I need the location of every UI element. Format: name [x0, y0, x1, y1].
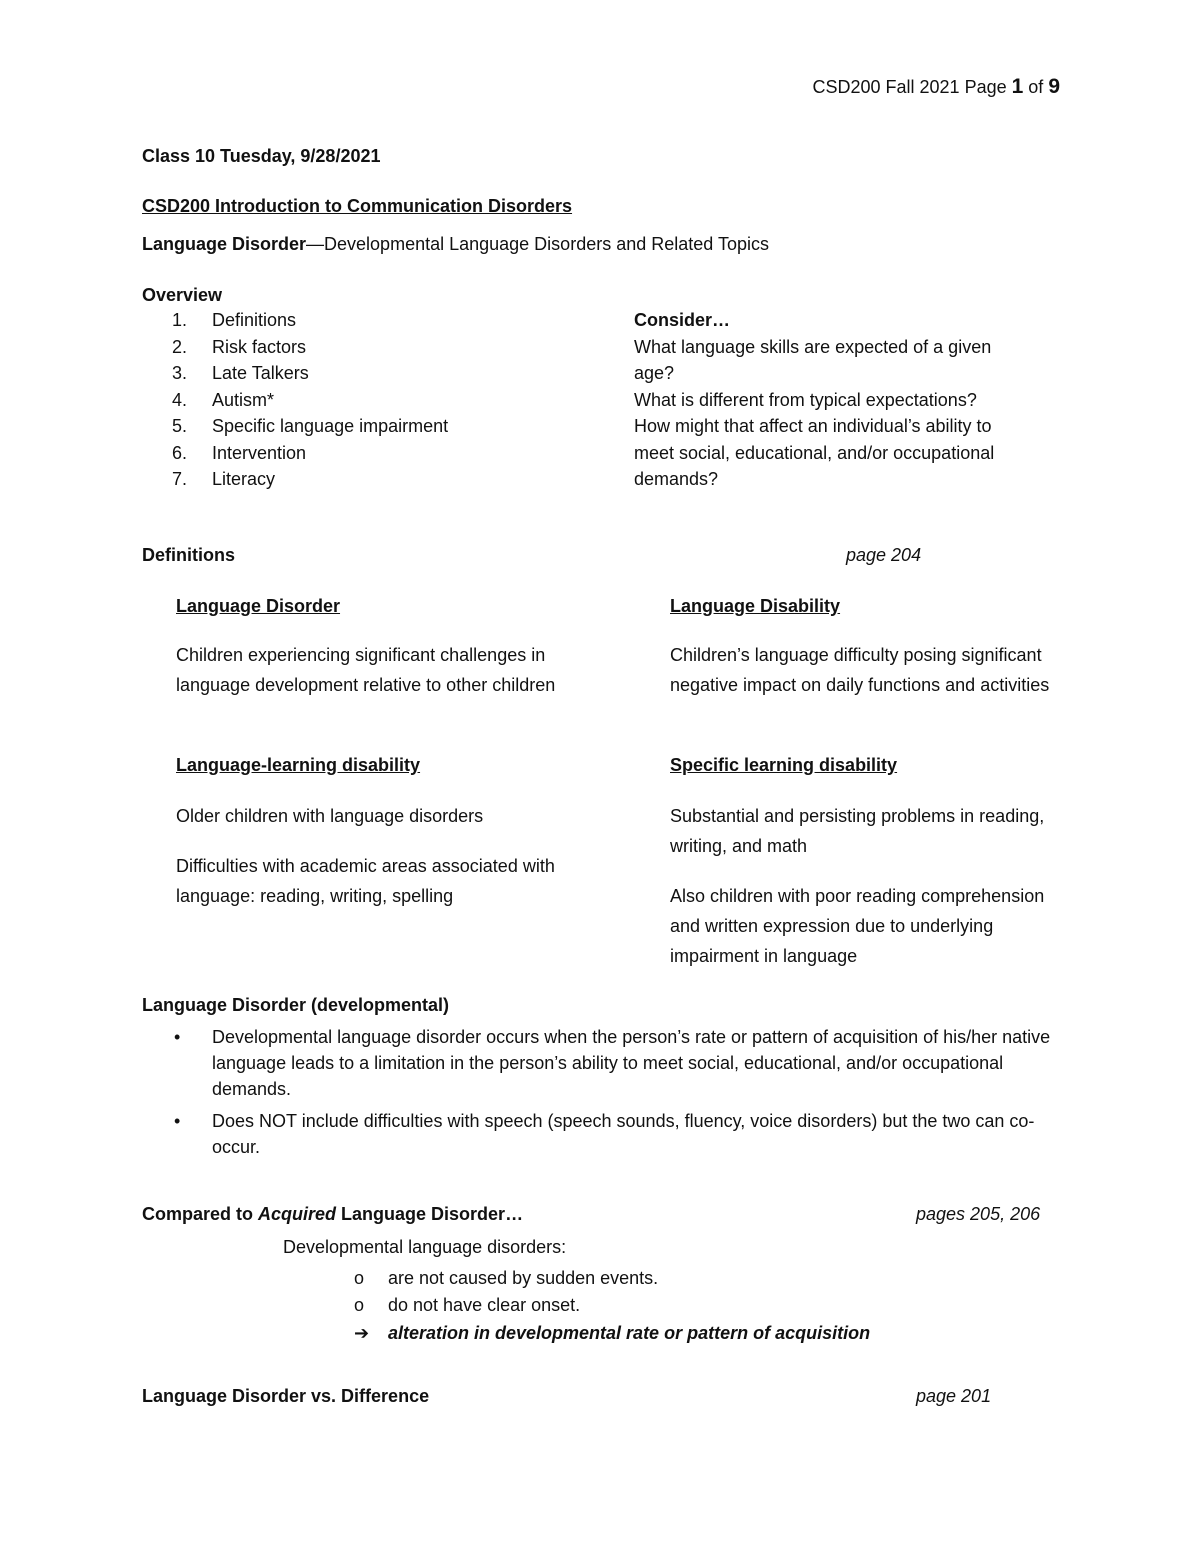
consider-line: How might that affect an individual’s ability to [634, 416, 992, 436]
overview-item-label: Specific language impairment [212, 416, 449, 436]
acquired-item-2 [354, 1292, 580, 1318]
page-header [812, 74, 1060, 100]
language-disorder-title: Language Disorder [176, 596, 341, 616]
class-line: Class 10 Tuesday, 9/28/2021 [142, 146, 381, 166]
acquired-emphasis: alteration in developmental rate or pattern of acquisition [388, 1323, 871, 1343]
overview-item-number: 4. [172, 389, 188, 410]
language-disorder-text: Children experiencing significant challenges in language development relative to other children [176, 645, 556, 695]
overview-item-number: 6. [172, 442, 188, 463]
acquired-heading [142, 1201, 523, 1227]
difference-page-ref: page 201 [916, 1386, 992, 1406]
overview-item [142, 360, 448, 387]
consider-block [634, 307, 1054, 493]
arrow-icon: ➔ [354, 1323, 370, 1343]
lld-text-2: Difficulties with academic areas associated with language: reading, writing, spelling [176, 856, 555, 906]
language-disorder-definition [176, 640, 566, 720]
overview-item [142, 440, 448, 467]
overview-item [142, 466, 448, 493]
lld-text-1: Older children with language disorders [176, 806, 484, 826]
consider-line: age? [634, 363, 675, 383]
sld-text-2: Also children with poor reading comprehension and written expression due to underlying impairment in language [670, 886, 1045, 966]
language-disability-text: Children’s language difficulty posing significant negative impact on daily functions and activities [670, 645, 1050, 695]
specific-learning-disability-definition [670, 801, 1060, 991]
acquired-heading-b: Acquired [258, 1204, 337, 1224]
overview-item-number: 5. [172, 416, 188, 436]
overview-item-label: Intervention [212, 442, 307, 463]
topic-bold: Language Disorder [142, 234, 307, 254]
bullet-icon: • [174, 1111, 181, 1131]
language-learning-disability-title: Language-learning disability [176, 755, 421, 775]
bullet-icon: • [174, 1027, 181, 1047]
overview-item-number: 7. [172, 469, 188, 489]
language-learning-disability-definition [176, 801, 566, 931]
definitions-page-ref: page 204 [846, 545, 922, 565]
overview-item-label: Late Talkers [212, 363, 309, 383]
difference-heading: Language Disorder vs. Difference [142, 1386, 430, 1406]
acquired-emphasis-line [354, 1320, 870, 1346]
developmental-bullet [142, 1108, 1062, 1160]
acquired-heading-c: Language Disorder… [336, 1204, 524, 1224]
consider-line: meet social, educational, and/or occupational [634, 442, 995, 463]
topic-rest: —Developmental Language Disorders and Related Topics [306, 234, 769, 254]
overview-heading: Overview [142, 285, 223, 305]
item-marker: o [354, 1295, 365, 1315]
overview-item [142, 413, 448, 440]
language-disability-definition [670, 640, 1060, 720]
header-prefix: CSD200 Fall 2021 Page [812, 77, 1012, 97]
acquired-item-1 [354, 1265, 658, 1291]
consider-lines [634, 334, 1054, 493]
developmental-heading: Language Disorder (developmental) [142, 995, 450, 1015]
course-title: CSD200 Introduction to Communication Disorders [142, 196, 573, 216]
acquired-item-1-text: are not caused by sudden events. [388, 1268, 659, 1288]
overview-item [142, 387, 448, 414]
item-marker: o [354, 1268, 365, 1288]
overview-item [142, 307, 448, 334]
overview-item-number: 2. [172, 336, 188, 357]
overview-item-number: 3. [172, 363, 188, 383]
acquired-heading-a: Compared to [142, 1204, 259, 1224]
header-page-number: 1 [1011, 75, 1024, 98]
overview-item-label: Literacy [212, 469, 276, 489]
overview-item-label: Definitions [212, 310, 297, 330]
header-page-total: 9 [1048, 75, 1060, 98]
specific-learning-disability-title: Specific learning disability [670, 755, 898, 775]
language-disability-title: Language Disability [670, 596, 841, 616]
definitions-heading: Definitions [142, 545, 235, 565]
developmental-bullet-text: Does NOT include difficulties with speech (speech sounds, fluency, voice disorders) but the two can co-occur. [212, 1111, 1035, 1157]
overview-item-label: Autism* [212, 389, 275, 410]
consider-heading: Consider… [634, 310, 731, 330]
consider-line: What is different from typical expectations? [634, 389, 977, 410]
overview-list [142, 307, 448, 493]
overview-item-number: 1. [172, 310, 188, 330]
developmental-bullets [142, 1024, 1062, 1166]
developmental-bullet [142, 1024, 1062, 1102]
overview-item [142, 334, 448, 361]
consider-line: What language skills are expected of a given [634, 336, 992, 357]
sld-text-1: Substantial and persisting problems in reading, writing, and math [670, 806, 1045, 856]
acquired-intro: Developmental language disorders: [283, 1237, 567, 1257]
developmental-bullet-text: Developmental language disorder occurs when the person’s rate or pattern of acquisition of his/her native language leads to a limitation in the person’s ability to meet social, educational, and/or occupational demands. [212, 1027, 1051, 1099]
acquired-page-ref: pages 205, 206 [916, 1204, 1041, 1224]
consider-line: demands? [634, 469, 719, 489]
acquired-item-2-text: do not have clear onset. [388, 1295, 581, 1315]
overview-item-label: Risk factors [212, 336, 307, 357]
topic-line [142, 231, 769, 257]
header-of: of [1023, 77, 1049, 97]
